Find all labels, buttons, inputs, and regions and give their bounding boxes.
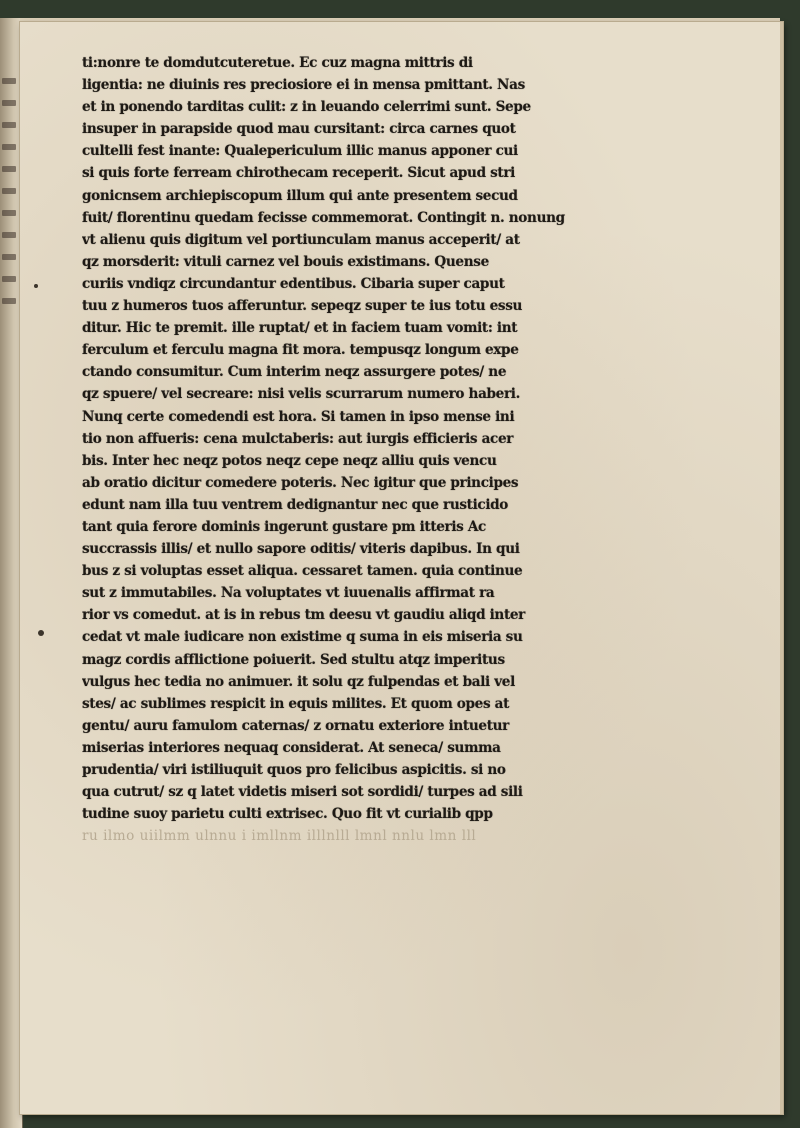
- text-line: edunt nam illa tuu ventrem dedignantur nec que rusticido: [82, 496, 509, 513]
- text-line: succrassis illis/ et nullo sapore oditis/ viteris dapibus. In qui: [82, 541, 520, 558]
- text-line: ferculum et ferculu magna fit mora. tempusqz longum expe: [82, 342, 519, 359]
- margin-mark: [38, 630, 44, 636]
- text-line: magz cordis afflictione poiuerit. Sed stultu atqz imperitus: [82, 651, 505, 668]
- text-line: ligentia: ne diuinis res preciosiore ei in mensa pmittant. Nas: [82, 77, 525, 94]
- facing-page-fragment: [2, 78, 16, 84]
- text-line: curiis vndiqz circundantur edentibus. Cibaria super caput: [82, 275, 505, 292]
- text-line: stes/ ac sublimes respicit in equis milites. Et quom opes at: [82, 695, 510, 712]
- text-line: gentu/ auru famulom caternas/ z ornatu exteriore intuetur: [82, 717, 509, 734]
- text-line: sut z immutabiles. Na voluptates vt iuuenalis affirmat ra: [82, 585, 495, 602]
- text-line: si quis forte ferream chirothecam receperit. Sicut apud stri: [82, 165, 515, 182]
- text-line: tuu z humeros tuos afferuntur. sepeqz super te ius totu essu: [82, 298, 523, 315]
- facing-page-fragment: [2, 100, 16, 106]
- text-line: vt alienu quis digitum vel portiunculam manus acceperit/ at: [82, 231, 520, 248]
- text-line: prudentia/ viri istiliuquit quos pro felicibus aspicitis. si no: [82, 762, 506, 778]
- text-line: qz spuere/ vel secreare: nisi velis scurrarum numero haberi.: [82, 386, 520, 403]
- text-line: ab oratio dicitur comedere poteris. Nec igitur que principes: [82, 474, 519, 491]
- text-line: gonicnsem archiepiscopum illum qui ante presentem secud: [82, 187, 518, 204]
- text-line: ditur. Hic te premit. ille ruptat/ et in faciem tuam vomit: int: [82, 320, 518, 337]
- text-line: miserias interiores nequaq considerat. At seneca/ summa: [82, 739, 501, 756]
- text-line: qz morsderit: vituli carnez vel bouis existimans. Quense: [82, 253, 489, 270]
- text-line: et in ponendo tarditas culit: z in leuando celerrimi sunt. Sepe: [82, 99, 531, 116]
- facing-page-fragment: [2, 188, 16, 194]
- text-line: tant quia ferore dominis ingerunt gustare pm itteris Ac: [82, 518, 486, 535]
- text-line: insuper in parapside quod mau cursitant: circa carnes quot: [82, 121, 516, 138]
- facing-page-fragment: [2, 122, 16, 128]
- facing-page-fragment: [2, 166, 16, 172]
- text-line: fuit/ florentinu quedam fecisse commemorat. Contingit n. nonung: [82, 209, 565, 226]
- text-line: cedat vt male iudicare non existime q suma in eis miseria su: [82, 629, 523, 646]
- text-line: ctando consumitur. Cum interim neqz assurgere potes/ ne: [82, 364, 507, 381]
- text-line: bis. Inter hec neqz potos neqz cepe neqz alliu quis vencu: [82, 452, 497, 469]
- text-line: cultelli fest inante: Qualepericulum illic manus apponer cui: [82, 143, 518, 160]
- text-block: [82, 52, 664, 847]
- facing-page-fragment: [2, 144, 16, 150]
- text-line: tio non affueris: cena mulctaberis: aut iurgis efficieris acer: [82, 430, 514, 447]
- facing-page-fragment: [2, 298, 16, 304]
- facing-page-fragment: [2, 210, 16, 216]
- text-line: bus z si voluptas esset aliqua. cessaret tamen. quia continue: [82, 563, 523, 580]
- text-line: rior vs comedut. at is in rebus tm deesu vt gaudiu aliqd inter: [82, 607, 525, 624]
- text-line-offset: ru ilmo uiilmm ulnnu i imllnm illlnlll lmnl nnlu lmn lll: [82, 828, 477, 845]
- margin-mark: [34, 284, 38, 288]
- text-line: qua cutrut/ sz q latet videtis miseri sot sordidi/ turpes ad sili: [82, 784, 523, 801]
- text-line: tudine suoy parietu culti extrisec. Quo fit vt curialib qpp: [82, 806, 493, 823]
- facing-page-fragment: [2, 276, 16, 282]
- text-line: vulgus hec tedia no animuer. it solu qz fulpendas et bali vel: [82, 673, 515, 690]
- facing-page-fragment: [2, 232, 16, 238]
- text-line: ti:nonre te domdutcuteretue. Ec cuz magna mittris di: [82, 55, 473, 71]
- facing-page-fragment: [2, 254, 16, 260]
- text-line: Nunq certe comedendi est hora. Si tamen in ipso mense ini: [82, 408, 515, 425]
